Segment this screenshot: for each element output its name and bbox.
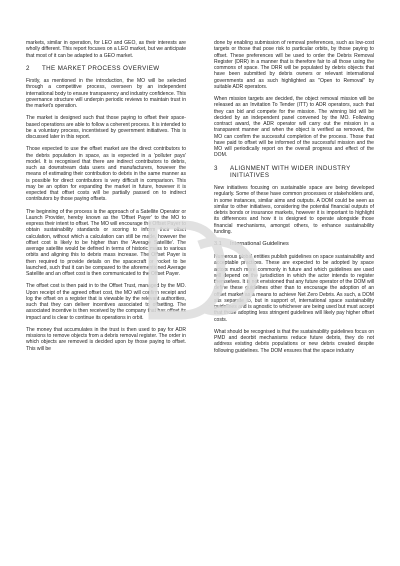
body-paragraph: The market is designed such that those paying to offset their space-based operations are able to follow a coherent process. It is intended to be a voluntary process, incentivised by government initiatives. This is discussed later in this report. bbox=[26, 115, 186, 141]
section-heading-market-process bbox=[26, 65, 186, 72]
body-paragraph: The money that accumulates in the trust is then used to pay for ADR missions to remove objects from a debris removal register. The order in which objects are removed is decided upon by those paying to offset. This will be bbox=[26, 326, 186, 352]
body-paragraph: Those expected to use the offset market are the direct contributors to the debris population in space, as is expected in a 'polluter pays' model. It is recognised that there are indirect contributors to debris, such as downstream data users and manufacturers, however the means of estimating their contribution to debris in the same manner as is possible for direct contributors is very difficult in comparison. This may be an option for expanding the market in future, however it is expected that offset costs will be partially passed on to indirect contributors by those paying offsets. bbox=[26, 146, 186, 203]
body-paragraph: When mission targets are decided, the object removal mission will be released as an Invitation To Tender (ITT) to ADR operators, such that they can bid and compete for the mission. The winning bid will be decided by an independent panel convened by the MO. Following contract award, the ADR operator will carry out the mission in a transparent manner and when the object is verified as removed, the MO can confirm the successful completion of the process. Those that have paid to offset will be informed of the successful mission and the MO will periodically report on the overall progress and effect of the DOM. bbox=[214, 96, 374, 159]
subsection-heading-international-guidelines bbox=[214, 241, 374, 248]
body-paragraph: The beginning of the process is the approach of a Satellite Operator or Launch Provider, hereby known as the 'Offset Payer' to the MO to express their intent to offset. The MO will encourage the Offset Payer to obtain sustainability standards or scoring to inform their offset calculation, without which a calculation can still be made, however the offset cost is likely to be higher than the 'Average Satellite'. The average satellite would be defined in terms of historic mass to various orbits and aligning this to debris mass increase. The Offset Payer is then required to provide details on the spacecraft or rocket to be launched, such that it can be compared to the aforementioned Average Satellite and an offset cost is then communicated to the Offset Payer. bbox=[26, 208, 186, 278]
section-title: THE MARKET PROCESS OVERVIEW bbox=[42, 64, 160, 72]
subsection-title: International Guidelines bbox=[230, 241, 289, 248]
section-number: 3 bbox=[214, 164, 218, 172]
body-paragraph: done by enabling submission of removal preferences, such as low-cost targets or those that pose risk to particular orbits, by those paying to offset. These preferences will be used to order the Debris Removal Register (DRR) in a manner that is therefore fair to all those using the commons of space. The DRR will be populated by debris objects that have been submitted by debris owners or relevant international governments and as such highlighted as "Open to Removal" by suitable ADR operators. bbox=[214, 40, 374, 90]
body-paragraph: What should be recognised is that the sustainability guidelines focus on PMD and deorbit mechanisms reduce future debris, they do not address existing debris populations or new debris created despite following guidelines. The DOM ensures that the space industry bbox=[214, 328, 374, 354]
section-title: ALIGNMENT WITH WIDER INDUSTRY INITIATIVES bbox=[230, 164, 351, 179]
intro-paragraph: markets, similar in operation, for LEO and GEO, as their interests are wholly different. This report focuses on a LEO market, but we anticipate that most of it can be adapted to a GEO market. bbox=[26, 40, 186, 59]
right-column bbox=[214, 40, 374, 360]
body-paragraph: New initiatives focusing on sustainable space are being developed regularly. Some of these have common processes or stakeholders and, in some instances, similar aims and outputs. A DOM could be seen as similar to other initiatives, considering the potential financial outputs of debris bonds or insurance markets, however it is important to highlight its differences and how it is designed to operate alongside those financial mechanisms, amongst others, to enhance sustainability funding. bbox=[214, 185, 374, 235]
body-paragraph: Numerous global entities publish guidelines on space sustainability and acceptable practices. These are expected to be adopted by space actors much more commonly in future and which guidelines are used will depend on the jurisdiction in which the actor intends to register themselves. It is not envisioned that any future operator of the DOM will define these guidelines other than to encourage the adoption of an offset market as a means to achieve Net Zero Debris. As such, a DOM sits separate to, but in support of, international space sustainability guidelines and is agnostic to whichever are being used but must accept that those adopting less stringent guidelines will likely pay higher offset costs. bbox=[214, 254, 374, 323]
section-heading-alignment bbox=[214, 165, 374, 180]
body-paragraph: Firstly, as mentioned in the introduction, the MO will be selected through a competitive process, overseen by an independent international body to ensure transparency and industry confidence. This governance structure will underpin periodic reviews to maintain trust in the market's operation. bbox=[26, 78, 186, 110]
body-paragraph: The offset cost is then paid in to the Offset Trust, managed by the MO. Upon receipt of the agreed offset cost, the MO will confirm receipt and log the offset on a register that is viewable by the relevant authorities, such that they can deliver incentives associated to offsetting. The associated incentive is then received by the company that has offset its impact and is clear to continue its operations in orbit. bbox=[26, 283, 186, 321]
left-column bbox=[26, 40, 186, 358]
section-number: 2 bbox=[26, 64, 30, 72]
subsection-number: 3.1 bbox=[214, 241, 222, 248]
